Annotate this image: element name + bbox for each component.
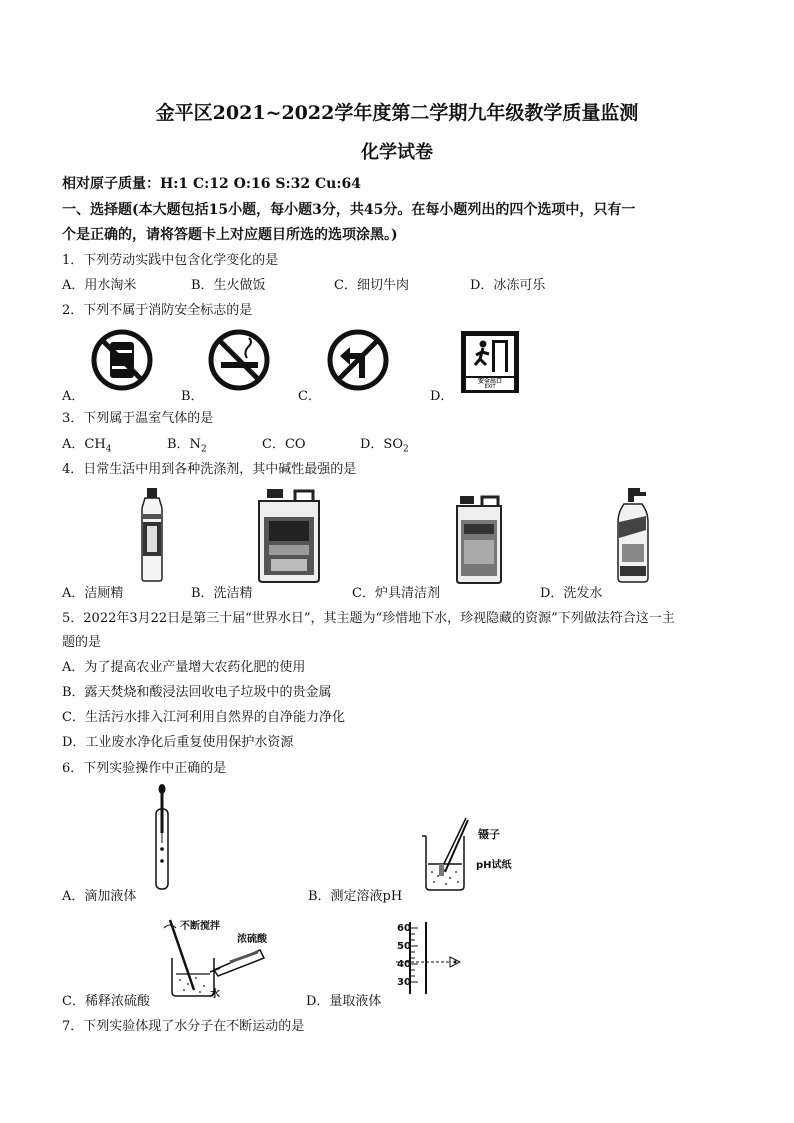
dropper-test-tube-diagram [150,783,174,893]
page-subtitle: 化学试卷 [361,142,433,163]
q2-option-d: D． [430,389,454,404]
q3-option-b-text: B．N [167,437,201,452]
oven-cleaner-jug-image [454,494,504,584]
tweezers-label: 镊子 [478,828,500,841]
cylinder-mark-60: 60 [397,923,411,934]
q6-option-a: A．滴加液体 [62,889,137,904]
q5-option-d: D．工业废水净化后重复使用保护水资源 [62,735,294,750]
q5-option-b: B．露天焚烧和酸浸法回收电子垃圾中的贵金属 [62,685,332,700]
q5-option-a: A．为了提高农业产量增大农药化肥的使用 [62,660,306,675]
exit-sign-text-en: EXIT [484,384,496,390]
q6-option-d: D．量取液体 [306,994,382,1009]
dish-soap-jug-image [255,487,323,583]
q3-option-a [62,433,111,455]
q1-option-d: D．冰冻可乐 [470,278,546,293]
q3-option-c: C．CO [262,437,306,452]
no-burning-barrel-icon [90,328,154,392]
stir-label: 不断搅拌 [180,921,220,932]
q1-option-c: C．细切牛肉 [334,278,409,293]
ph-paper-label: pH试纸 [476,860,512,871]
cylinder-mark-50: 50 [397,941,411,952]
q3-option-a-sub: 4 [105,444,112,455]
acid-label: 浓硫酸 [237,934,267,945]
q4-option-c: C．炉具清洁剂 [352,586,440,601]
q2-option-c: C． [298,389,321,404]
q5-option-c: C．生活污水排入江河利用自然界的自净能力净化 [62,710,345,725]
q6-stem: 6．下列实验操作中正确的是 [62,761,227,776]
water-label: 水 [210,989,220,1000]
q4-stem: 4．日常生活中用到各种洗涤剂，其中碱性最强的是 [62,462,357,477]
q6-option-b: B．测定溶液pH [308,889,403,904]
atomic-mass-line: 相对原子质量：H:1 C:12 O:16 S:32 Cu:64 [62,176,362,192]
no-smoking-icon [207,328,271,392]
q1-stem: 1．下列劳动实践中包含化学变化的是 [62,253,279,268]
q3-option-d [360,433,409,455]
q3-option-b-sub: 2 [200,444,207,455]
q4-option-a: A．洁厕精 [62,586,124,601]
q2-stem: 2．下列不属于消防安全标志的是 [62,303,253,318]
cylinder-mark-40: 40 [397,959,411,970]
ph-test-beaker-diagram [418,816,470,892]
cylinder-mark-30: 30 [397,977,411,988]
q5-stem-line1: 5．2022年3月22日是第三十届“世界水日”，其主题为“珍惜地下水，珍视隐藏的资源”下列做法符合这一主 [62,611,675,626]
exit-sign-text-cn: 安全出口 [477,378,502,385]
q3-option-d-text: D．SO [360,437,403,452]
page-title: 金平区2021~2022学年度第二学期九年级教学质量监测 [155,102,639,124]
q3-option-d-sub: 2 [403,444,409,455]
q3-option-a-text: A．CH [62,437,106,452]
q4-option-b: B．洗洁精 [191,586,253,601]
q2-option-a: A． [62,389,85,404]
section1-instructions-line2: 个是正确的，请将答题卡上对应题目所选的选项涂黑。) [62,227,398,243]
q4-option-d: D．洗发水 [540,586,603,601]
q1-option-a: A．用水淘米 [62,278,137,293]
section1-instructions-line1: 一、选择题(本大题包括15小题，每小题3分，共45分。在每小题列出的四个选项中，只有一 [62,202,636,218]
no-left-turn-icon [326,328,390,392]
shampoo-bottle-image [616,486,650,584]
q7-stem: 7．下列实验体现了水分子在不断运动的是 [62,1019,305,1034]
q6-option-c: C．稀释浓硫酸 [62,994,150,1009]
q2-option-b: B． [181,389,204,404]
q5-stem-line2: 题的是 [62,635,102,650]
emergency-exit-sign [461,331,519,393]
toilet-cleaner-bottle-image [137,486,167,582]
q3-stem: 3．下列属于温室气体的是 [62,411,214,426]
q3-option-b [167,433,207,455]
q1-option-b: B．生火做饭 [191,278,266,293]
